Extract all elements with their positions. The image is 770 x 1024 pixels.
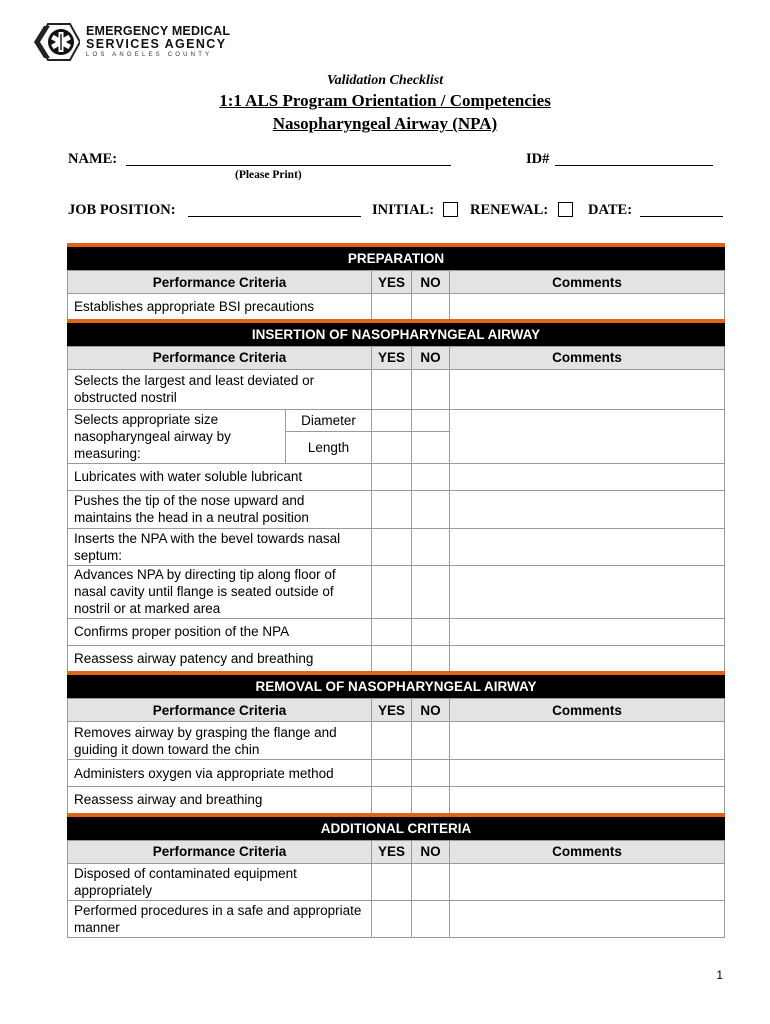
criteria-cell: Reassess airway and breathing <box>68 787 372 815</box>
section-title: REMOVAL OF NASOPHARYNGEAL AIRWAY <box>68 673 725 699</box>
yes-cell[interactable] <box>372 900 412 937</box>
logo-line-2: SERVICES AGENCY <box>86 37 227 51</box>
criteria-cell: Pushes the tip of the nose upward and maintains the head in a neutral position <box>68 490 372 528</box>
yes-cell[interactable] <box>372 760 412 787</box>
initial-checkbox[interactable] <box>443 202 458 217</box>
no-cell[interactable] <box>412 760 450 787</box>
section-title: INSERTION OF NASOPHARYNGEAL AIRWAY <box>68 321 725 347</box>
column-header-row <box>68 840 725 863</box>
renewal-label: RENEWAL: <box>470 202 549 218</box>
criteria-cell: Selects appropriate size nasopharyngeal airway by measuring: <box>68 409 286 463</box>
col-yes-header: YES <box>372 346 412 369</box>
initial-label: INITIAL: <box>372 202 435 218</box>
document-subtitle: Nasopharyngeal Airway (NPA) <box>272 114 498 133</box>
table-row <box>68 618 725 645</box>
col-no-header: NO <box>412 271 450 294</box>
section-title: PREPARATION <box>68 245 725 271</box>
table-row <box>68 863 725 900</box>
no-cell[interactable] <box>412 722 450 760</box>
table-row <box>68 760 725 787</box>
col-criteria-header: Performance Criteria <box>68 346 372 369</box>
col-no-header: NO <box>412 699 450 722</box>
criteria-cell: Advances NPA by directing tip along floor of nasal cavity until flange is seated outside of nostril or at marked area <box>68 565 372 618</box>
comments-cell[interactable] <box>450 409 725 463</box>
col-yes-header: YES <box>372 271 412 294</box>
comments-cell[interactable] <box>450 787 725 815</box>
yes-cell[interactable] <box>372 618 412 645</box>
comments-cell[interactable] <box>450 528 725 565</box>
table-row <box>68 490 725 528</box>
criteria-cell: Removes airway by grasping the flange and guiding it down toward the chin <box>68 722 372 760</box>
no-cell[interactable] <box>412 528 450 565</box>
no-cell[interactable] <box>412 900 450 937</box>
comments-cell[interactable] <box>450 463 725 490</box>
column-header-row <box>68 699 725 722</box>
section-header-insertion <box>68 321 725 347</box>
yes-cell[interactable] <box>372 369 412 409</box>
no-cell[interactable] <box>412 863 450 900</box>
section-header-preparation <box>68 245 725 271</box>
col-yes-header: YES <box>372 840 412 863</box>
col-no-header: NO <box>412 346 450 369</box>
yes-cell[interactable] <box>372 565 412 618</box>
id-label: ID# <box>526 151 550 167</box>
table-row <box>68 565 725 618</box>
comments-cell[interactable] <box>450 645 725 673</box>
date-field[interactable] <box>640 216 723 217</box>
col-comments-header: Comments <box>450 346 725 369</box>
no-cell[interactable] <box>412 294 450 321</box>
star-of-life-logo-icon <box>34 22 80 62</box>
table-row <box>68 409 725 431</box>
name-field[interactable] <box>126 165 451 166</box>
length-label: Length <box>286 431 372 463</box>
logo-line-3: LOS ANGELES COUNTY <box>86 52 213 58</box>
yes-cell[interactable] <box>372 645 412 673</box>
col-criteria-header: Performance Criteria <box>68 271 372 294</box>
page-number: 1 <box>716 968 723 982</box>
document-kicker: Validation Checklist <box>326 73 444 88</box>
document-title: 1:1 ALS Program Orientation / Competencies <box>219 91 551 110</box>
column-header-row <box>68 346 725 369</box>
no-cell[interactable] <box>412 463 450 490</box>
no-cell[interactable] <box>412 369 450 409</box>
criteria-cell: Selects the largest and least deviated or obstructed nostril <box>68 369 372 409</box>
checklist-table <box>67 243 725 938</box>
comments-cell[interactable] <box>450 760 725 787</box>
renewal-checkbox[interactable] <box>558 202 573 217</box>
col-comments-header: Comments <box>450 271 725 294</box>
section-header-removal <box>68 673 725 699</box>
comments-cell[interactable] <box>450 722 725 760</box>
col-comments-header: Comments <box>450 840 725 863</box>
comments-cell[interactable] <box>450 565 725 618</box>
yes-cell[interactable] <box>372 863 412 900</box>
name-label: NAME: <box>68 151 118 167</box>
no-cell[interactable] <box>412 565 450 618</box>
no-cell[interactable] <box>412 618 450 645</box>
yes-cell[interactable] <box>372 528 412 565</box>
section-title: ADDITIONAL CRITERIA <box>68 815 725 841</box>
criteria-cell: Inserts the NPA with the bevel towards nasal septum: <box>68 528 372 565</box>
yes-cell[interactable] <box>372 722 412 760</box>
criteria-cell: Administers oxygen via appropriate method <box>68 760 372 787</box>
criteria-cell: Reassess airway patency and breathing <box>68 645 372 673</box>
table-row <box>68 369 725 409</box>
table-row <box>68 294 725 321</box>
comments-cell[interactable] <box>450 863 725 900</box>
no-cell[interactable] <box>412 787 450 815</box>
criteria-cell: Lubricates with water soluble lubricant <box>68 463 372 490</box>
col-criteria-header: Performance Criteria <box>68 699 372 722</box>
criteria-cell: Establishes appropriate BSI precautions <box>68 294 372 321</box>
comments-cell[interactable] <box>450 294 725 321</box>
criteria-cell: Performed procedures in a safe and appropriate manner <box>68 900 372 937</box>
agency-logo <box>34 22 234 62</box>
table-row <box>68 787 725 815</box>
job-position-label: JOB POSITION: <box>68 202 176 218</box>
date-label: DATE: <box>588 202 633 218</box>
col-comments-header: Comments <box>450 699 725 722</box>
table-row <box>68 900 725 937</box>
col-yes-header: YES <box>372 699 412 722</box>
job-position-field[interactable] <box>188 216 361 217</box>
no-cell[interactable] <box>412 409 450 431</box>
comments-cell[interactable] <box>450 369 725 409</box>
yes-cell[interactable] <box>372 463 412 490</box>
criteria-cell: Confirms proper position of the NPA <box>68 618 372 645</box>
col-criteria-header: Performance Criteria <box>68 840 372 863</box>
table-row <box>68 722 725 760</box>
logo-line-1: EMERGENCY MEDICAL <box>86 24 231 38</box>
comments-cell[interactable] <box>450 618 725 645</box>
yes-cell[interactable] <box>372 431 412 463</box>
yes-cell[interactable] <box>372 409 412 431</box>
id-field[interactable] <box>555 165 713 166</box>
diameter-label: Diameter <box>286 409 372 431</box>
yes-cell[interactable] <box>372 294 412 321</box>
table-row <box>68 645 725 673</box>
criteria-cell: Disposed of contaminated equipment appropriately <box>68 863 372 900</box>
table-row <box>68 528 725 565</box>
no-cell[interactable] <box>412 645 450 673</box>
yes-cell[interactable] <box>372 787 412 815</box>
comments-cell[interactable] <box>450 900 725 937</box>
section-header-additional <box>68 815 725 841</box>
column-header-row <box>68 271 725 294</box>
name-hint: (Please Print) <box>235 169 302 181</box>
no-cell[interactable] <box>412 490 450 528</box>
col-no-header: NO <box>412 840 450 863</box>
no-cell[interactable] <box>412 431 450 463</box>
comments-cell[interactable] <box>450 490 725 528</box>
yes-cell[interactable] <box>372 490 412 528</box>
table-row <box>68 463 725 490</box>
